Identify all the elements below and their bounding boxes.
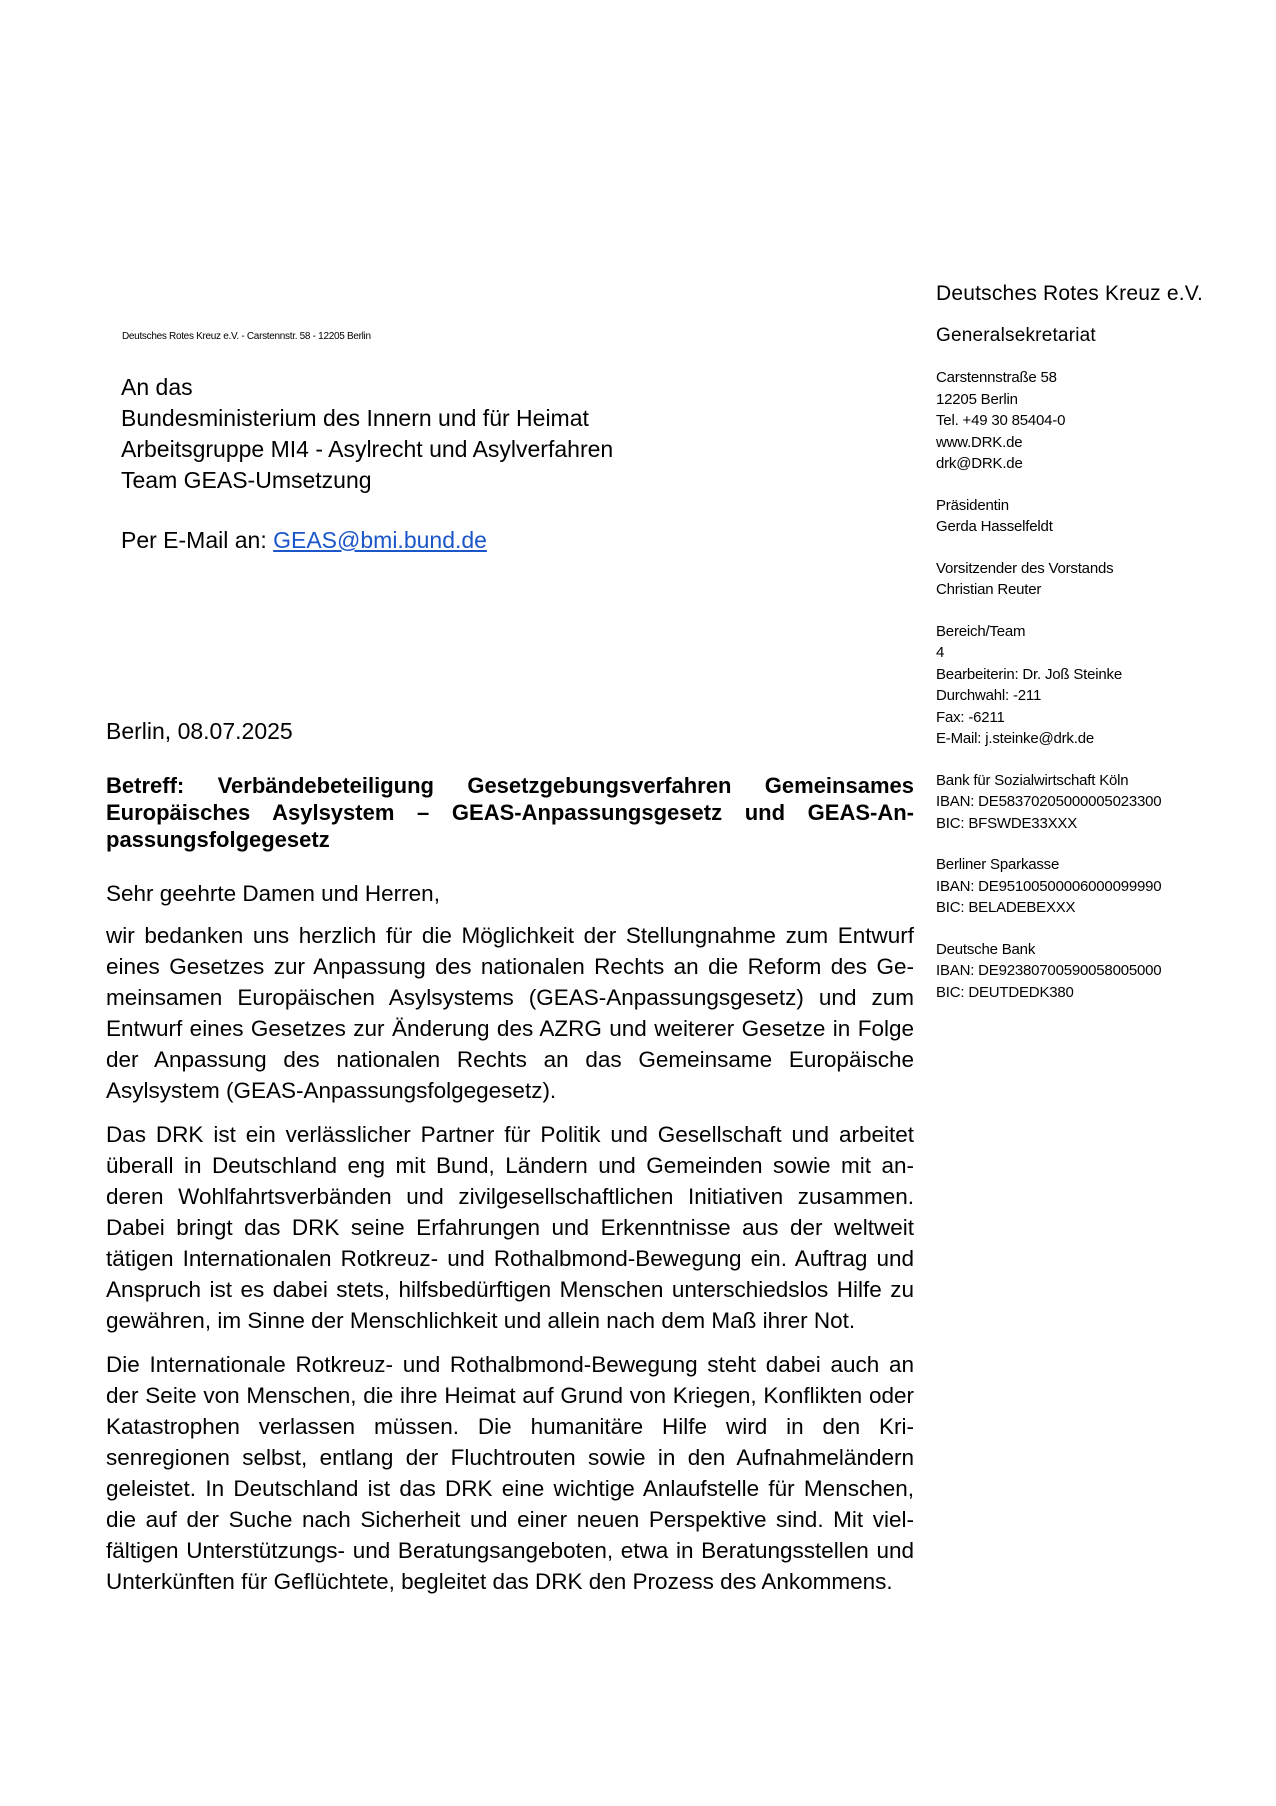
- body-paragraph: wir bedanken uns herzlich für die Möglichkeit der Stellungnahme zum Entwurf eines Gesetzes zur Anpassung des nationalen Rechts an die Reform des Gemeinsamen Europäischen Asylsystems (GEAS-Anpassungsgesetz) und zum Entwurf eines Gesetzes zur Änderung des AZRG und weiterer Gesetze in Folge der Anpassung des nationalen Rechts an das Gemeinsame Europäische Asylsystem (GEAS-Anpassungsfolgegesetz).: [106, 923, 914, 1103]
- chair-block: [936, 558, 1266, 601]
- sender-info-column: [936, 282, 1266, 1023]
- bank-line: Berliner Sparkasse: [936, 856, 1060, 873]
- email-line: [121, 525, 487, 556]
- body-paragraph: Das DRK ist ein verlässlicher Partner für Politik und Gesellschaft und arbeitet überall in Deutschland eng mit Bund, Ländern und Gemeinden sowie mit anderen Wohlfahrtsverbänden und zivilgesellschaftlichen Initiativen zusammen. Dabei bringt das DRK seine Erfahrungen und Erkenntnisse aus der weltweit tätigen Internationalen Rotkreuz- und Rothalbmond-Bewegung ein. Auftrag und Anspruch ist es dabei stets, hilfsbedürftigen Menschen unterschiedslos Hilfe zu gewähren, im Sinne der Menschlichkeit und allein nach dem Maß ihrer Not.: [106, 1122, 914, 1333]
- team-line: Bearbeiterin: Dr. Joß Steinke: [936, 665, 1122, 683]
- president-label: Präsidentin: [936, 496, 1009, 514]
- recipient-email-link[interactable]: GEAS@bmi.bund.de: [273, 527, 487, 553]
- recipient-line: Arbeitsgruppe MI4 - Asylrecht und Asylverfahren: [121, 436, 614, 462]
- president-name: Gerda Hasselfeldt: [936, 518, 1053, 535]
- bank-line: BIC: BFSWDE33XXX: [936, 814, 1078, 832]
- recipient-line: Team GEAS-Umsetzung: [121, 467, 372, 493]
- recipient-line: An das: [121, 374, 193, 400]
- bank-block: [936, 770, 1266, 835]
- address-line: Carstennstraße 58: [936, 369, 1057, 386]
- letter-subject: Betreff: Verbändebeteiligung Gesetzgebungsverfahren Gemeinsames Europäisches Asylsystem – GEAS-Anpassungsgesetz und GEAS-Anpassungsfolgegesetz: [106, 773, 914, 852]
- department-name: Generalsekretariat: [936, 325, 1096, 346]
- recipient-line: Bundesministerium des Innern und für Heimat: [121, 405, 589, 431]
- org-name: Deutsches Rotes Kreuz e.V.: [936, 282, 1204, 305]
- team-line: Fax: -6211: [936, 708, 1005, 726]
- address-line: 12205 Berlin: [936, 390, 1018, 408]
- salutation: Sehr geehrte Damen und Herren,: [106, 881, 440, 906]
- address-block: [936, 367, 1266, 475]
- body-paragraph: Die Internationale Rotkreuz- und Rothalbmond-Bewegung steht dabei auch an der Seite von Menschen, die ihre Heimat auf Grund von Kriegen, Konflikten oder Katastrophen verlassen müssen. Die humanitäre Hilfe wird in den Krisenregionen selbst, entlang der Fluchtrouten sowie in den Aufnahmeländern geleistet. In Deutschland ist das DRK eine wichtige Anlaufstelle für Menschen, die auf der Suche nach Sicherheit und einer neuen Perspektive sind. Mit vielfältigen Unterstützungs- und Beratungsangeboten, etwa in Beratungsstellen und Unterkünften für Geflüchtete, begleitet das DRK den Prozess des Ankommens.: [106, 1352, 914, 1594]
- team-block: [936, 621, 1266, 750]
- address-line: drk@DRK.de: [936, 455, 1023, 472]
- chair-name: Christian Reuter: [936, 581, 1042, 598]
- email-prefix: Per E-Mail an:: [121, 527, 274, 553]
- letter-date: Berlin, 08.07.2025: [106, 718, 293, 744]
- bank-line: IBAN: DE92380700590058005000: [936, 962, 1162, 979]
- address-line: www.DRK.de: [936, 433, 1023, 451]
- team-line: E-Mail: j.steinke@drk.de: [936, 730, 1094, 747]
- bank-line: BIC: BELADEBEXXX: [936, 899, 1076, 916]
- bank-block: [936, 854, 1266, 919]
- bank-block: [936, 939, 1266, 1004]
- bank-line: Bank für Sozialwirtschaft Köln: [936, 771, 1129, 789]
- address-line: Tel. +49 30 85404-0: [936, 412, 1066, 429]
- letter-body: [106, 878, 914, 1610]
- team-line: Durchwahl: -211: [936, 687, 1042, 704]
- president-block: [936, 495, 1266, 538]
- bank-line: BIC: DEUTDEDK380: [936, 983, 1074, 1001]
- bank-line: IBAN: DE95100500006000099990: [936, 877, 1162, 895]
- team-line: 4: [936, 644, 945, 661]
- team-line: Bereich/Team: [936, 622, 1026, 640]
- sender-return-address: Deutsches Rotes Kreuz e.V. - Carstennstr. 58 - 12205 Berlin: [122, 331, 371, 342]
- bank-line: IBAN: DE58370205000005023300: [936, 793, 1162, 810]
- recipient-address: [121, 372, 613, 496]
- chair-label: Vorsitzender des Vorstands: [936, 559, 1114, 577]
- bank-line: Deutsche Bank: [936, 940, 1036, 958]
